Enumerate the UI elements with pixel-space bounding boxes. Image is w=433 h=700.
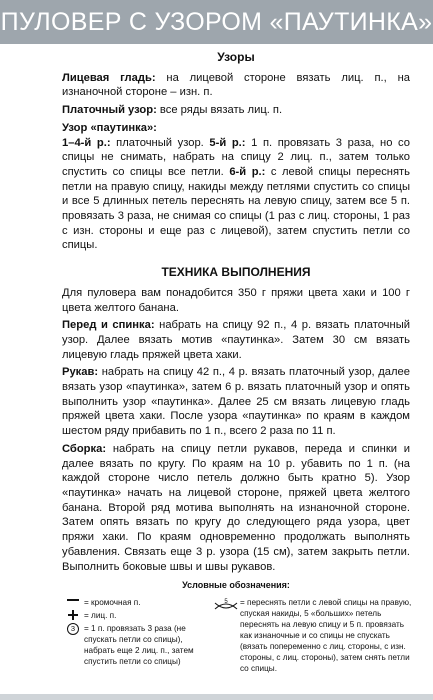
legend-five-text: = переснять петли с левой спицы на правую, спуская накиды, 5 «больших» петель переснять на левую спицу и 5 п. провязать как изнаночные и со спицы не спускать (вязать попеременно с лиц. стороны, с изн. стороны, с лиц. стороны), затем снять петли со спицы. [240,598,412,673]
technique-heading: ТЕХНИКА ВЫПОЛНЕНИЯ [161,265,311,280]
spider-r14-label: 1–4-й р.: [62,136,111,149]
legend-edge-text: = кромочная п. [84,598,141,607]
legend-left-column [62,597,212,669]
pattern-garter [62,103,410,118]
footer-band [0,694,433,700]
legend-title: Условные обозначения: [182,580,290,590]
page-title: ПУЛОВЕР С УЗОРОМ «ПАУТИНКА» [0,8,433,36]
sleeve-text: набрать на спицу 42 п., 4 р. вязать платочный узор, далее вязать узор «паутинка», затем 6 р. вязать платочный узор и опять выполнить узор «паутинка». Далее 25 см вязать лицевую гладь пряжей цвета хаки. После узора «паутинка» по краям в каждом шестом ряду прибавить по 1 п., всего 2 раза по 11 п. [62,366,410,438]
legend-item-five [212,597,412,674]
legend-item-edge [62,597,212,608]
assembly-text: набрать на спицу петли рукавов, переда и спинки и далее вязать по кругу. По краям на 10 р. убавить по 1 п. (на каждой стороне число петель должно быть кратно 5). Узор «паутинка» начать на лицевой стороне, пряжей цвета желтого банана. Второй ряд мотива выполнять на изнаночной стороне. Затем опять вязать по кругу до следующего ряда узора, цвет пряжи хаки. По краям одновременно продолжать выполнять убавления. Связать еще 3 р. узора (15 см), затем закрыть петли. Выполнить боковые швы и швы рукавов. [62,442,410,573]
title-band [0,0,433,44]
spider-r5-label: 5-й р.: [209,136,246,149]
legend-item-circle [62,623,212,667]
knit-plus-icon [62,610,84,620]
document-body [62,50,410,577]
technique-assembly [62,442,410,574]
cross-number: 5 [224,599,228,605]
cross-stitches-icon [212,597,240,611]
edge-stitch-icon [62,597,84,603]
pattern-stockinette [62,71,410,100]
pattern-garter-text: все ряды вязать лиц. п. [156,104,283,117]
technique-sleeve [62,365,410,439]
pattern-stockinette-label: Лицевая гладь: [62,71,156,84]
spider-r6-text: с левой спицы переснять петли на правую спицу, накиды между петлями спустить со спицы и все 5 длинных петель переснять на левую спицу, затем все 5 п. провязать 3 раза, не снимая со спицы (1 раз с лиц. стороны, 1 раз с изн. стороны и еще раз с лицевой), затем спустить петли со спицы. [62,165,410,252]
spider-r6-label: 6-й р.: [229,165,266,178]
front-back-text: набрать на спицу 92 п., 4 р. вязать платочный узор. Далее вязать мотив «паутинка». Затем 30 см вязать лицевую гладь пряжей цвета хаки. [62,319,410,361]
spider-r5-text: 1 п. провязать 3 раза, но со спицы не снимать, набрать на спицу 2 лиц. п., затем только спустить со спицы все петли. [62,136,410,178]
legend [62,580,410,687]
technique-front-back [62,318,410,362]
legend-knit-text: = лиц. п. [84,611,117,620]
sleeve-label: Рукав: [62,366,99,379]
pattern-spider-rows [62,136,410,254]
legend-item-knit [62,610,212,621]
circle-number-icon [62,623,84,635]
front-back-label: Перед и спинка: [62,319,155,332]
legend-right-column [212,597,412,676]
pattern-spider-label: Узор «паутинка»: [62,121,157,134]
pattern-spider-label-line [62,121,410,136]
technique-intro: Для пуловера вам понадобится 350 г пряжи цвета хаки и 100 г цвета желтого банана. [62,286,410,314]
circle-number: 3 [67,623,79,635]
assembly-label: Сборка: [62,442,107,455]
pattern-stockinette-text: на лицевой стороне вязать лиц. п., на изнаночной стороне – изн. п. [62,71,410,99]
legend-circle-text: = 1 п. провязать 3 раза (не спускать петли со спицы), набрать еще 2 лиц. п., затем спустить петли со спицы) [84,624,194,666]
spider-r14-text: платочный узор. [110,136,210,149]
patterns-heading: Узоры [217,50,255,64]
pattern-garter-label: Платочный узор: [62,104,157,117]
